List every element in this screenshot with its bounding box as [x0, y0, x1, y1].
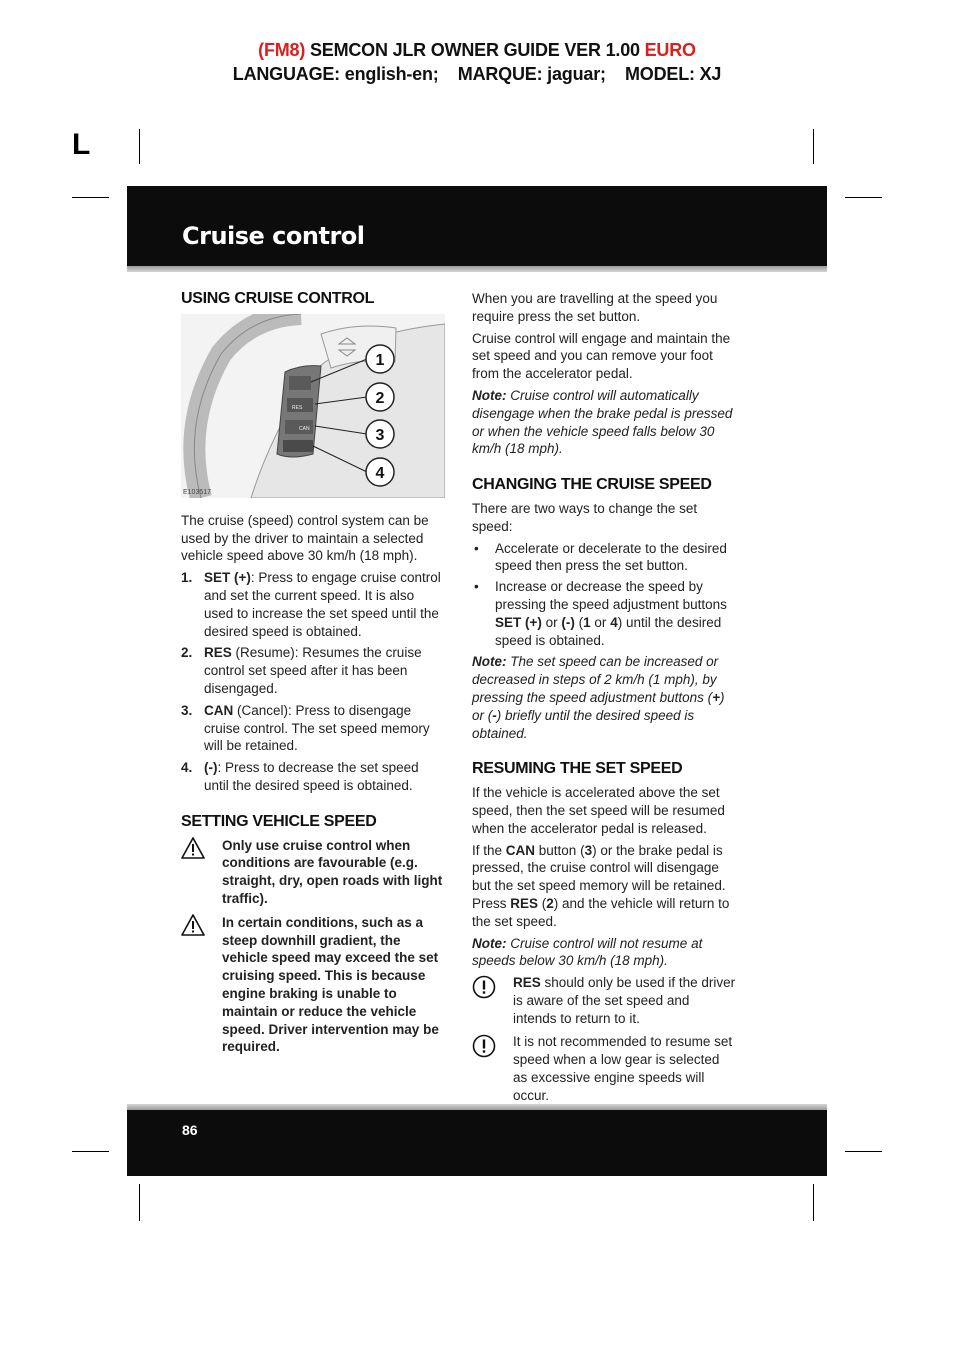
page-number: 86: [182, 1122, 198, 1138]
heading-changing-cruise-speed: CHANGING THE CRUISE SPEED: [472, 476, 712, 494]
callout-2: [366, 383, 394, 411]
heading-setting-vehicle-speed: SETTING VEHICLE SPEED: [181, 812, 377, 830]
margin-letter: L: [72, 128, 91, 161]
list-item: 4. (-): Press to decrease the set speed until the desired speed is obtained.: [181, 760, 419, 793]
crop-mark: [813, 1184, 814, 1221]
header-suffix: EURO: [644, 40, 696, 60]
list-item: • Accelerate or decelerate to the desired speed then press the set button.: [472, 540, 736, 576]
paragraph: If the CAN button (3) or the brake pedal is pressed, the cruise control will disengage but the set speed memory will be retained. Press RES (2) and the vehicle will return to the set speed.: [472, 842, 730, 929]
paragraph: Cruise control will engage and maintain the set speed and you can remove your foot from the accelerator pedal.: [472, 330, 731, 382]
footer-band: [127, 1110, 827, 1176]
svg-text:3: 3: [375, 426, 385, 444]
figure-id-label: E103517: [183, 488, 212, 496]
svg-text:1: 1: [375, 351, 385, 369]
left-column: [181, 290, 445, 1062]
heading-resuming-set-speed: RESUMING THE SET SPEED: [472, 760, 683, 778]
list-item: 2. RES (Resume): Resumes the cruise control set speed after it has been disengaged.: [181, 645, 422, 696]
warning-block: [181, 914, 445, 1056]
note: Note: Cruise control will automatically disengage when the brake pedal is pressed or when the vehicle speed falls below 30 km/h (18 mph).: [472, 387, 733, 457]
crop-mark: [845, 197, 882, 198]
document-header-line-2: LANGUAGE: english-en; MARQUE: jaguar; MODEL: XJ: [232, 64, 722, 84]
right-column: [472, 290, 736, 1111]
page-title: Cruise control: [182, 222, 365, 250]
caution-exclamation-icon: [472, 1034, 496, 1058]
header-prefix: (FM8): [258, 40, 306, 60]
document-header-line-1: [0, 40, 954, 61]
bullet-list: [472, 540, 736, 650]
figure-can-label: CAN: [299, 425, 310, 432]
title-band-shadow: [127, 266, 827, 272]
note: Note: Cruise control will not resume at speeds below 30 km/h (18 mph).: [472, 935, 703, 969]
list-item: 1. SET (+): Press to engage cruise control and set the current speed. It is also used to increase the set speed until the desired speed is obtained.: [181, 570, 441, 639]
callout-1: [366, 345, 394, 373]
list-item: 3. CAN (Cancel): Press to disengage cruise control. The set speed memory will be retained.: [181, 702, 430, 754]
crop-mark: [72, 1151, 109, 1152]
crop-mark: [139, 129, 140, 164]
callout-3: [366, 420, 394, 448]
note: Note: The set speed can be increased or decreased in steps of 2 km/h (1 mph), by pressing the speed adjustment buttons (+) or (-) briefly until the desired speed is obtained.: [472, 654, 725, 741]
caution-block: It is not recommended to resume set speed when a low gear is selected as excessive engine speeds will occur.: [472, 1033, 736, 1104]
svg-text:4: 4: [375, 464, 385, 482]
warning-text: In certain conditions, such as a steep downhill gradient, the vehicle speed may exceed the set cruising speed. This is because engine braking is unable to maintain or reduce the vehicle speed. Driver intervention may be required.: [222, 914, 439, 1055]
warning-text: Only use cruise control when conditions are favourable (e.g. straight, dry, open roads with light traffic).: [222, 837, 443, 906]
list-item: • Increase or decrease the speed by pressing the speed adjustment buttons SET (+) or (-) (1 or 4) until the desired speed is obtained.: [472, 578, 736, 649]
heading-using-cruise-control: USING CRUISE CONTROL: [181, 290, 375, 307]
header-main: SEMCON JLR OWNER GUIDE VER 1.00: [305, 40, 645, 60]
warning-block: [181, 837, 445, 908]
caution-exclamation-icon: [472, 975, 496, 999]
caution-block: RES should only be used if the driver is aware of the set speed and intends to return to it.: [472, 974, 736, 1027]
callout-4: [366, 458, 394, 486]
crop-mark: [139, 1184, 140, 1221]
title-band: [127, 186, 827, 266]
figure-res-label: RES: [292, 404, 303, 411]
crop-mark: [813, 129, 814, 164]
warning-triangle-icon: [181, 837, 205, 859]
crop-mark: [72, 197, 109, 198]
intro-paragraph: The cruise (speed) control system can be used by the driver to maintain a selected vehicle speed above 30 km/h (18 mph).: [181, 512, 429, 564]
svg-text:2: 2: [375, 389, 385, 407]
button-list: [181, 569, 445, 795]
steering-wheel-figure: [181, 314, 445, 498]
paragraph: If the vehicle is accelerated above the set speed, then the set speed will be resumed when the accelerator pedal is released.: [472, 785, 725, 836]
warning-triangle-icon: [181, 914, 205, 936]
steering-wheel-illustration: [181, 314, 445, 498]
paragraph: There are two ways to change the set speed:: [472, 500, 698, 534]
paragraph: When you are travelling at the speed you require press the set button.: [472, 291, 718, 324]
crop-mark: [845, 1151, 882, 1152]
